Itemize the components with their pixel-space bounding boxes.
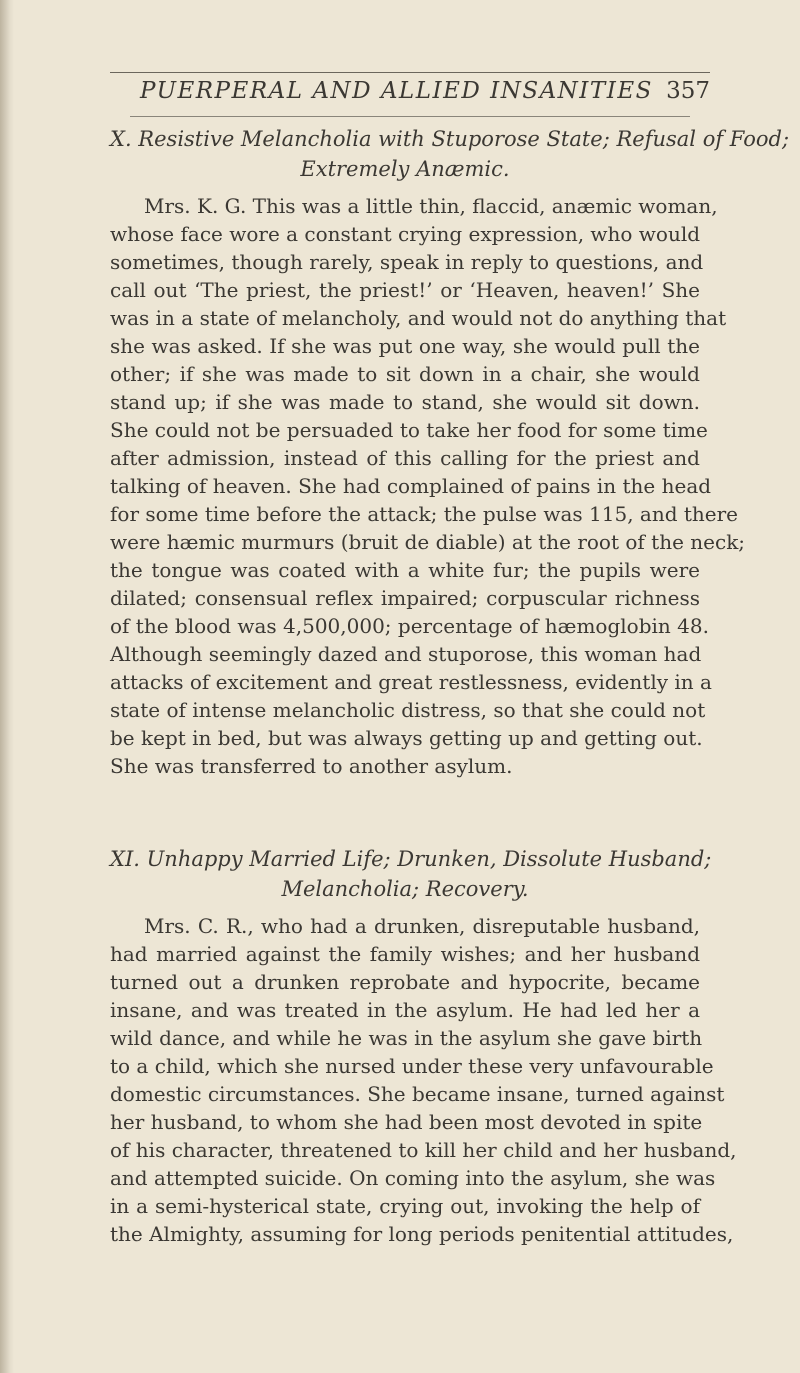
case-xi-title-line: Melancholia; Recovery. (281, 877, 529, 901)
text-line: She could not be persuaded to take her food for some time (110, 418, 708, 442)
case-xi-paragraph (110, 912, 737, 1248)
text-line: Although seemingly dazed and stuporose, this woman had (110, 642, 702, 666)
text-line: wild dance, and while he was in the asylum she gave birth (110, 1026, 703, 1050)
text-line: she was asked. If she was put one way, she would pull the (110, 334, 700, 358)
text-line: attacks of excitement and great restlessness, evidently in a (110, 670, 712, 694)
text-line: turned out a drunken reprobate and hypocrite, became (110, 970, 700, 994)
text-line: talking of heaven. She had complained of pains in the head (110, 474, 712, 498)
case-x-title-line: Extremely Anæmic. (300, 157, 510, 181)
text-line: the tongue was coated with a white fur; the pupils were (110, 558, 700, 582)
text-line: insane, and was treated in the asylum. He had led her a (110, 998, 700, 1022)
case-x-paragraph (110, 192, 746, 780)
header-rule (130, 116, 690, 117)
running-title: PUERPERAL AND ALLIED INSANITIES (140, 78, 653, 104)
text-line: Mrs. C. R., who had a drunken, disreputable husband, (144, 914, 700, 938)
text-line: after admission, instead of this calling for the priest and (110, 446, 700, 470)
page-edge (0, 0, 14, 1373)
text-line: to a child, which she nursed under these very unfavourable (110, 1054, 714, 1078)
text-line: of his character, threatened to kill her child and her husband, (110, 1138, 737, 1162)
case-x-title-line: X. Resistive Melancholia with Stuporose State; Refusal of Food; (110, 127, 790, 151)
text-line: stand up; if she was made to stand, she would sit down. (110, 390, 700, 414)
case-xi-title-line: XI. Unhappy Married Life; Drunken, Dissolute Husband; (110, 847, 712, 871)
case-x-title (110, 124, 790, 184)
page-header (110, 76, 710, 108)
top-rule (110, 72, 710, 73)
text-line: whose face wore a constant crying expression, who would (110, 222, 701, 246)
text-line: be kept in bed, but was always getting up and getting out. (110, 726, 703, 750)
text-line: in a semi-hysterical state, crying out, invoking the help of (110, 1194, 700, 1218)
text-line: She was transferred to another asylum. (110, 754, 513, 778)
text-line: her husband, to whom she had been most devoted in spite (110, 1110, 703, 1134)
text-line: domestic circumstances. She became insane, turned against (110, 1082, 725, 1106)
text-line: call out ‘The priest, the priest!’ or ‘Heaven, heaven!’ She (110, 278, 700, 302)
text-line: had married against the family wishes; and her husband (110, 942, 700, 966)
text-line: state of intense melancholic distress, so that she could not (110, 698, 706, 722)
text-line: for some time before the attack; the pulse was 115, and there (110, 502, 739, 526)
text-line: were hæmic murmurs (bruit de diable) at the root of the neck; (110, 530, 746, 554)
text-line: was in a state of melancholy, and would not do anything that (110, 306, 727, 330)
text-line: other; if she was made to sit down in a chair, she would (110, 362, 700, 386)
text-line: and attempted suicide. On coming into the asylum, she was (110, 1166, 716, 1190)
text-line: Mrs. K. G. This was a little thin, flaccid, anæmic woman, (144, 194, 718, 218)
text-line: sometimes, though rarely, speak in reply to questions, and (110, 250, 704, 274)
text-line: dilated; consensual reflex impaired; corpuscular richness (110, 586, 700, 610)
page-number: 357 (666, 78, 710, 104)
case-xi-title (110, 844, 712, 904)
text-line: of the blood was 4,500,000; percentage of hæmoglobin 48. (110, 614, 709, 638)
text-line: the Almighty, assuming for long periods penitential attitudes, (110, 1222, 734, 1246)
